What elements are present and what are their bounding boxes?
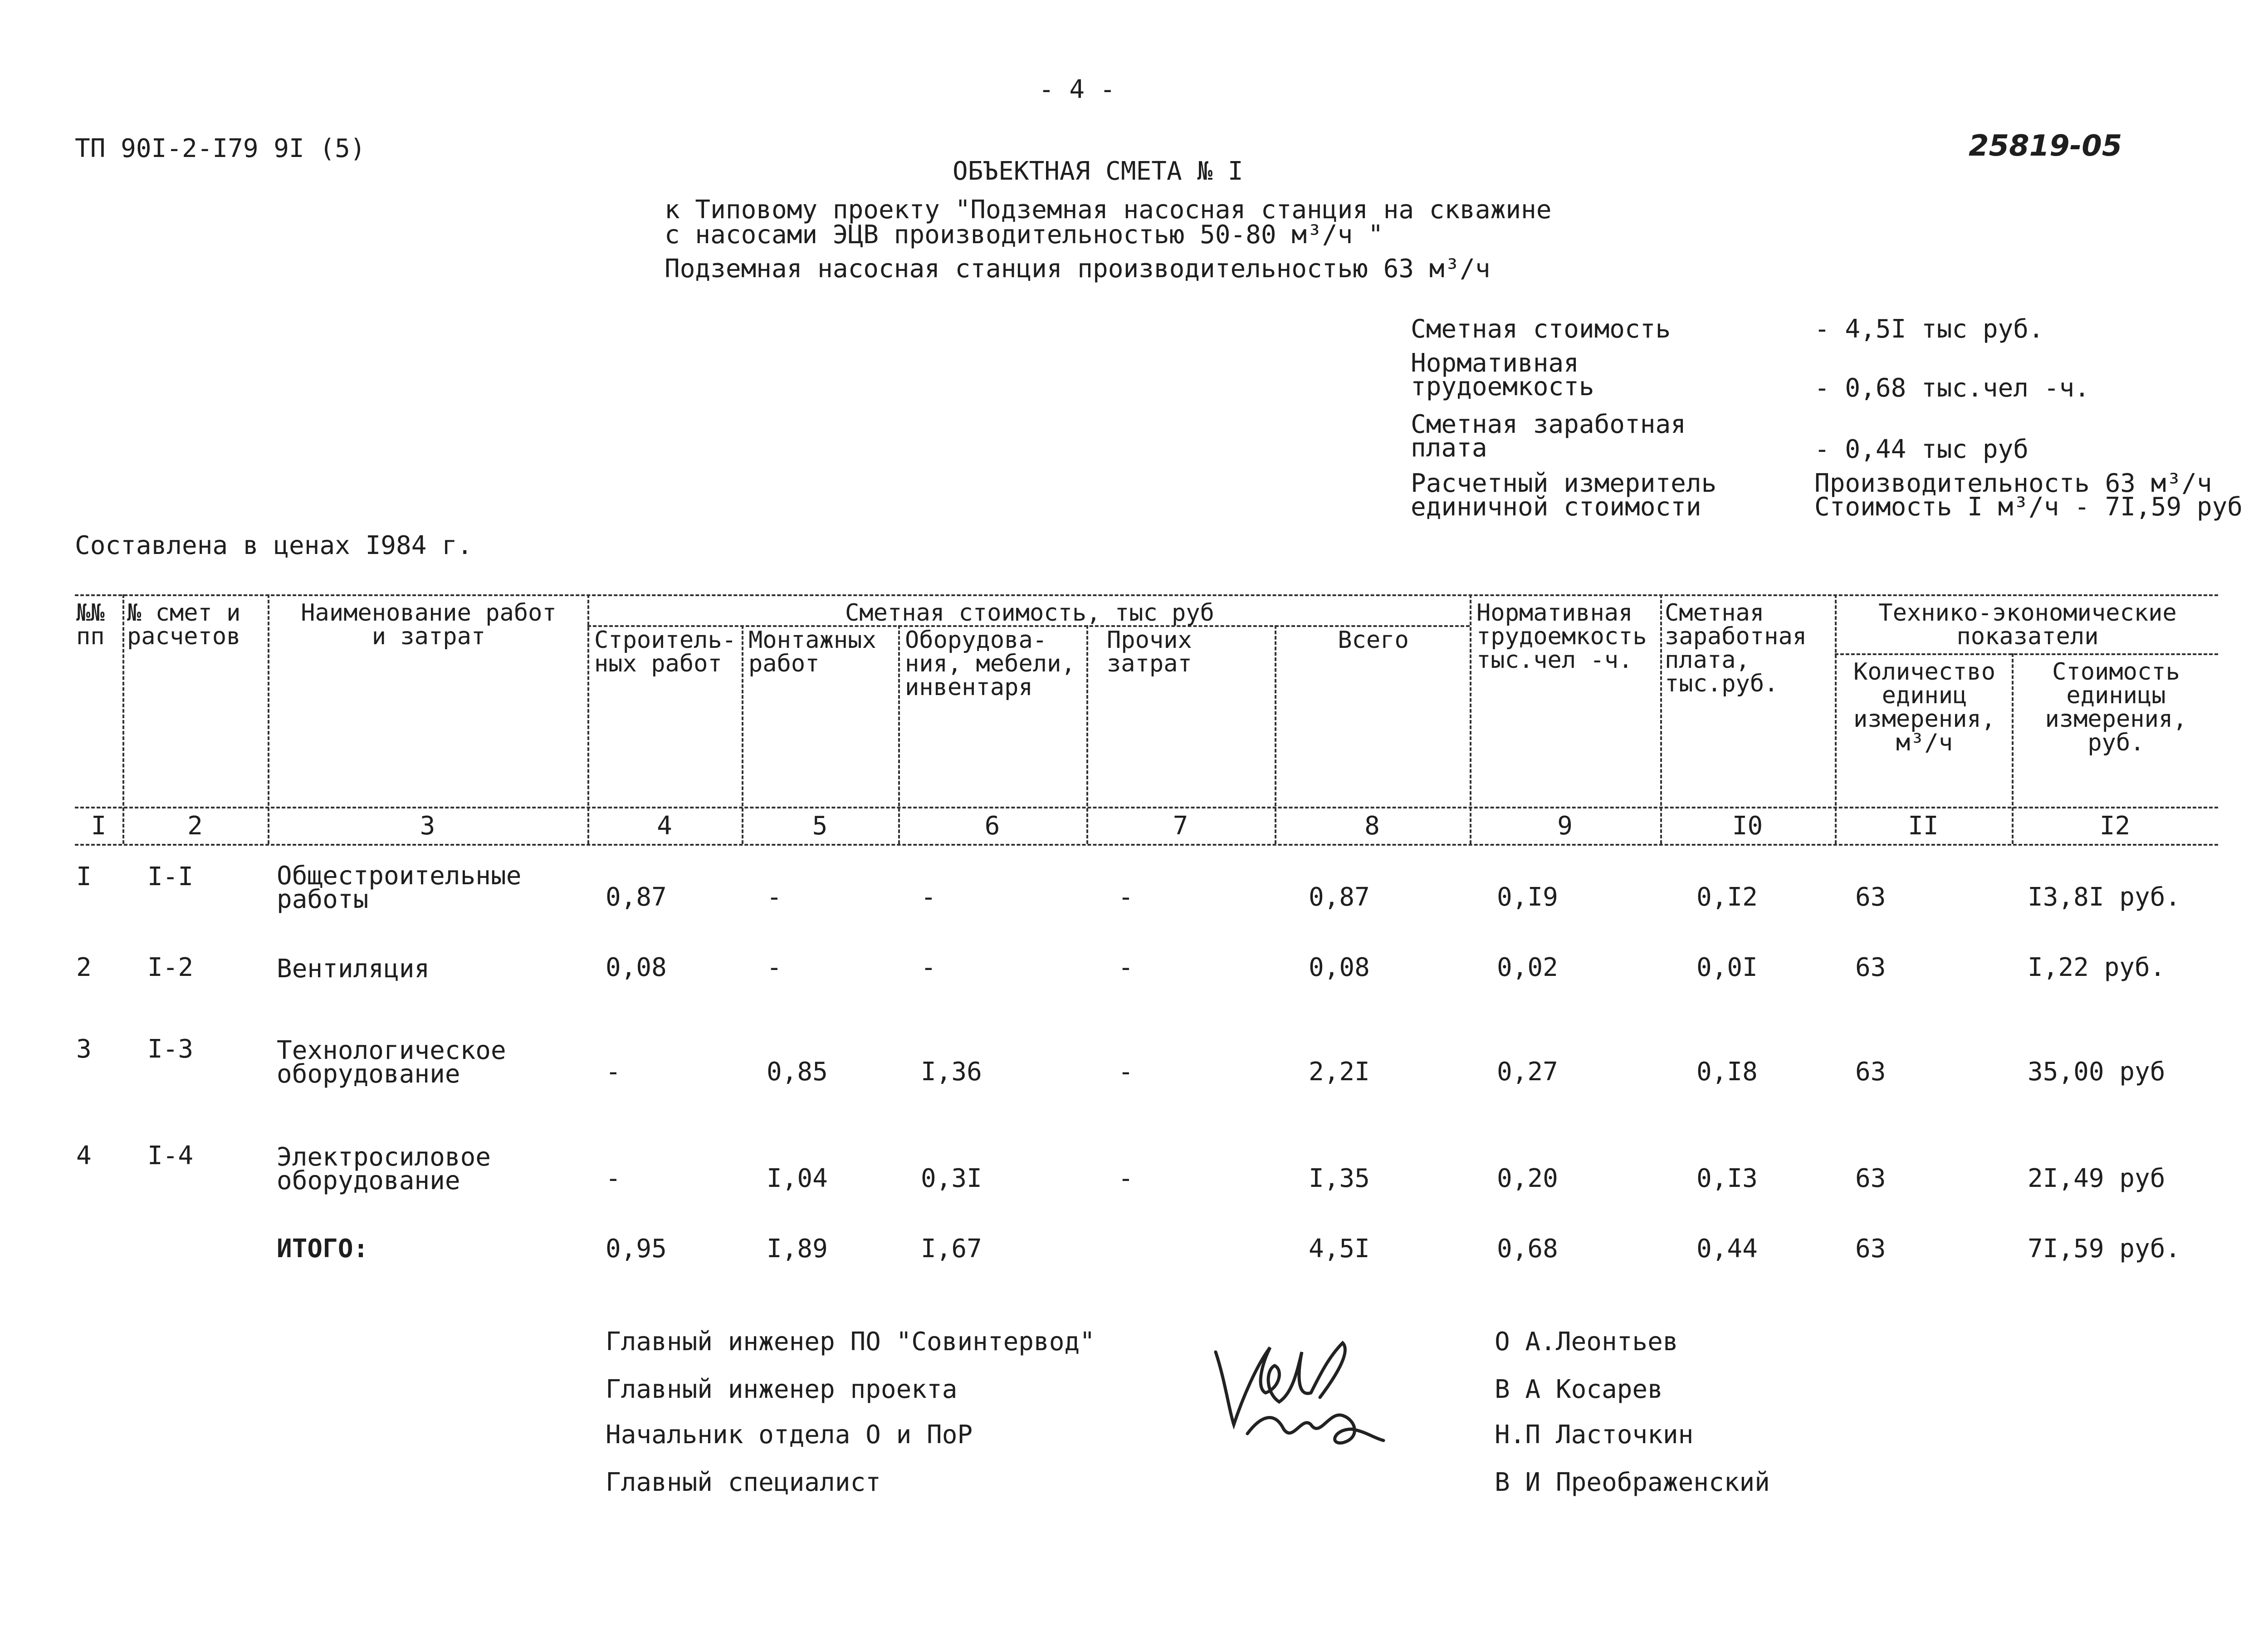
cell-unit-cost: I3,8I руб. — [2028, 882, 2181, 912]
total-installation: I,89 — [767, 1234, 828, 1264]
subtitle-line-1: к Типовому проекту "Подземная насосная станция на скважине — [665, 195, 1552, 225]
signature-position: Начальник отдела О и ПоР — [606, 1420, 973, 1450]
col-number: 2 — [187, 811, 203, 841]
summary-label: Сметная стоимость — [1411, 314, 1671, 344]
summary-value: - 0,68 тыс.чел -ч. — [1814, 373, 2090, 403]
summary-value: Производительность 63 м³/ч Стоимость I м³/ч - 7I,59 руб — [1814, 469, 2243, 522]
col-number: II — [1908, 811, 1939, 841]
col-number: I — [91, 811, 107, 841]
cell-equipment: - — [921, 953, 936, 982]
cell-units: 63 — [1855, 953, 1886, 982]
cell-name: Вентиляция — [277, 954, 430, 984]
cell-installation: - — [767, 953, 782, 982]
handwritten-signature — [1207, 1325, 1397, 1461]
cell-equipment: - — [921, 882, 936, 912]
page-number: - 4 - — [1039, 75, 1115, 104]
cell-units: 63 — [1855, 882, 1886, 912]
cell-labor: 0,02 — [1497, 953, 1558, 982]
header-unit-cost: Стоимость единицы измерения, руб. — [2045, 658, 2187, 756]
document-title: ОБЪЕКТНАЯ СМЕТА № I — [953, 157, 1243, 186]
header-units-count: Количество единиц измерения, м³/ч — [1853, 658, 1996, 756]
cell-calc: I-I — [147, 862, 194, 891]
cell-calc: I-3 — [147, 1034, 194, 1064]
col-number: 8 — [1364, 811, 1380, 841]
cell-wages: 0,I2 — [1696, 882, 1758, 912]
signature-name: Н.П Ласточкин — [1495, 1420, 1694, 1450]
cell-wages: 0,0I — [1696, 953, 1758, 982]
header-construction: Строитель- ных работ — [594, 627, 737, 677]
total-labor: 0,68 — [1497, 1234, 1558, 1264]
cell-construction: 0,08 — [606, 953, 667, 982]
total-wages: 0,44 — [1696, 1234, 1758, 1264]
signature-name: В А Косарев — [1495, 1375, 1663, 1404]
summary-label: Нормативная трудоемкость — [1411, 348, 1594, 402]
doc-reference: ТП 90I-2-I79 9I (5) — [75, 134, 366, 163]
total-units: 63 — [1855, 1234, 1886, 1264]
cell-wages: 0,I8 — [1696, 1057, 1758, 1087]
signature-name: В И Преображенский — [1495, 1468, 1770, 1497]
total-unit-cost: 7I,59 руб. — [2028, 1234, 2181, 1264]
doc-code: 25819-05 — [1969, 129, 2122, 163]
total-label: ИТОГО: — [277, 1234, 369, 1264]
cell-labor: 0,27 — [1497, 1057, 1558, 1087]
cell-units: 63 — [1855, 1164, 1886, 1193]
total-total: 4,5I — [1309, 1234, 1370, 1264]
cell-num: 2 — [76, 953, 92, 982]
cell-name: Общестроительные работы — [277, 861, 522, 914]
prices-note: Составлена в ценах I984 г. — [75, 531, 473, 560]
summary-value: - 4,5I тыс руб. — [1814, 314, 2044, 344]
cell-other: - — [1118, 1057, 1134, 1087]
summary-label: Сметная заработная плата — [1411, 410, 1686, 463]
col-number: 4 — [657, 811, 672, 841]
col-number: I2 — [2099, 811, 2131, 841]
signature-position: Главный специалист — [606, 1468, 881, 1497]
cell-other: - — [1118, 953, 1134, 982]
cell-other: - — [1118, 1164, 1134, 1193]
header-calc: № смет и расчетов — [127, 599, 241, 650]
cell-name: Электросиловое оборудование — [277, 1142, 491, 1195]
summary-label: Расчетный измеритель единичной стоимости — [1411, 469, 1717, 522]
cell-construction: 0,87 — [606, 882, 667, 912]
cell-installation: - — [767, 882, 782, 912]
header-equipment: Оборудова- ния, мебели, инвентаря — [905, 627, 1075, 701]
signature-name: О А.Леонтьев — [1495, 1327, 1678, 1357]
col-number: 9 — [1557, 811, 1573, 841]
cell-num: 3 — [76, 1034, 92, 1064]
header-name: Наименование работ и затрат — [301, 599, 557, 650]
cell-construction: - — [606, 1164, 621, 1193]
cell-labor: 0,20 — [1497, 1164, 1558, 1193]
cell-unit-cost: 2I,49 руб — [2028, 1164, 2165, 1193]
header-num: №№ пп — [76, 599, 105, 650]
cell-units: 63 — [1855, 1057, 1886, 1087]
cell-labor: 0,I9 — [1497, 882, 1558, 912]
header-installation: Монтажных работ — [748, 627, 876, 677]
col-number: I0 — [1732, 811, 1763, 841]
cell-construction: - — [606, 1057, 621, 1087]
header-other: Прочих затрат — [1107, 627, 1192, 677]
summary-value: - 0,44 тыс руб — [1814, 435, 2029, 464]
header-cost-group: Сметная стоимость, тыс руб — [845, 599, 1214, 627]
cell-installation: I,04 — [767, 1164, 828, 1193]
cell-num: 4 — [76, 1141, 92, 1171]
signature-position: Главный инженер проекта — [606, 1375, 958, 1404]
header-total: Всего — [1338, 627, 1409, 654]
cell-equipment: 0,3I — [921, 1164, 982, 1193]
cell-equipment: I,36 — [921, 1057, 982, 1087]
col-number: 3 — [420, 811, 435, 841]
cell-unit-cost: I,22 руб. — [2028, 953, 2165, 982]
cell-total: 2,2I — [1309, 1057, 1370, 1087]
subtitle-line-2: с насосами ЭЦВ производительностью 50-80 м³/ч " — [665, 220, 1383, 250]
cell-num: I — [76, 862, 92, 891]
cell-name: Технологическое оборудование — [277, 1036, 506, 1089]
cell-other: - — [1118, 882, 1134, 912]
cell-wages: 0,I3 — [1696, 1164, 1758, 1193]
cell-calc: I-2 — [147, 953, 194, 982]
total-equipment: I,67 — [921, 1234, 982, 1264]
signature-position: Главный инженер ПО "Совинтервод" — [606, 1327, 1095, 1357]
col-number: 5 — [812, 811, 828, 841]
cell-total: 0,87 — [1309, 882, 1370, 912]
cell-calc: I-4 — [147, 1141, 194, 1171]
header-labor: Нормативная трудоемкость тыс.чел -ч. — [1476, 599, 1647, 674]
col-number: 6 — [984, 811, 1000, 841]
col-number: 7 — [1173, 811, 1188, 841]
subtitle-line-3: Подземная насосная станция производительностью 63 м³/ч — [665, 254, 1491, 284]
cell-installation: 0,85 — [767, 1057, 828, 1087]
cell-total: I,35 — [1309, 1164, 1370, 1193]
cell-unit-cost: 35,00 руб — [2028, 1057, 2165, 1087]
cell-total: 0,08 — [1309, 953, 1370, 982]
header-wages: Сметная заработная плата, тыс.руб. — [1665, 599, 1807, 697]
header-tech-group: Технико-экономические показатели — [1878, 599, 2177, 650]
total-construction: 0,95 — [606, 1234, 667, 1264]
